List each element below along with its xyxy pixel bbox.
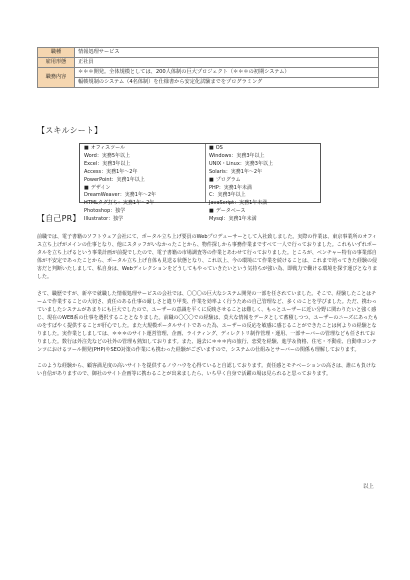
- job-summary-table: [37, 47, 379, 88]
- job-label: 職種: [38, 48, 75, 58]
- skill-category: ■ プログラム: [209, 177, 319, 185]
- skill-sheet-box: [79, 143, 321, 223]
- table-row: [38, 68, 379, 78]
- table-row: [38, 78, 379, 88]
- skill-column-right: [209, 145, 319, 224]
- self-pr-heading: 【自己PR】: [37, 214, 81, 223]
- skill-item: JavaScript：実務1年未満: [209, 200, 268, 207]
- skill-item: Illustrator：独学: [84, 216, 124, 223]
- table-row: [38, 48, 379, 58]
- pr-paragraph: さて、職歴ですが、新卒で就職した情報処理サービスの会社では、〇〇〇の巨大なシステム開発の一部を任されていました。そこで、経験したことはチームで作業することの大切さ、責任のある仕事の厳しさと遣り甲斐、作業を効率よく行うための自己管理など、多くのことを学びました。ただ、携わっていましたシステムがあまりにも巨大でしたので、ユーザーの意識を平くに反映させることは難しく、もっとユーザーに近い分野に関わりたいと強く感じ、現在のWEB系の仕事を選択することとなりました。前職の〇〇〇での経験は、莫大な情報をデータとして蓄積しつつ、ユーザーのニーズにあったものをすばやく提供することが肝心でした。また大規模ポータルサイトであった為、ユーザーの反応を敏感に感じることができたことは何よりの経験となりました。実作業としましては、＊＊＊のサイト運営管理、企画、ライティング、ディレクトリ制作管理・運用、一部サーバーの管理なども任されておりました。数行は外注先などの社外の管理も熟知しております。また、過去に＊＊＊内の旅行、恋愛を経験、進学＆資格、住宅・不動産、自動車コンテンツにおけるツール開発(PHP)やSEO対策の作業にも携わった経験がございますので、システムの仕組みとサーバーの関係も理解しております。: [37, 290, 379, 354]
- skill-item: UNIX・Linux：実務3年以上: [209, 160, 273, 167]
- skill-category: ■ デザイン: [84, 185, 206, 193]
- job-label: 職務内容: [38, 68, 75, 88]
- skill-item: Excel：実務3年以上: [84, 160, 131, 167]
- skill-category: ■ データベース: [209, 208, 319, 216]
- skill-item: Access：実務1年～2年: [84, 168, 138, 175]
- skill-item: PHP：実務1年未満: [209, 184, 252, 191]
- skill-column-left: [84, 145, 206, 224]
- skill-item: DreamWeaver：実務1年～2年: [84, 192, 157, 199]
- self-pr-body: [37, 233, 379, 387]
- skill-item: HTMLタグ打ち：実務1年～2年: [84, 200, 155, 207]
- job-value: 情報処理サービス: [75, 48, 379, 58]
- skill-category: ■ オフィスツール: [84, 145, 206, 153]
- skill-item: Windows：実務3年以上: [209, 152, 265, 159]
- skill-item: PowerPoint：実務1年以上: [84, 176, 145, 183]
- skill-item: Solaris：実務1年～2年: [209, 168, 263, 175]
- job-value: 正社員: [75, 58, 379, 68]
- pr-paragraph: 前職では、電子書籍のソフトウェア会社にて、ポータル立ち上げ要員のWebプロデューサーとして入社致しました。実際の作業は、東京事業所のオフィス立ち上げがメインの仕事となり、他にスタッフがいなかったことから、物件探しから事務作業まですべて一人で行っておりました。これもいずれポータルを立ち上げるという事業計画が前提でしたので、電子書籍の市場調査等の作業とあわせて行っておりました。ところが、ベンチャー特有の事業部自体が不安定であったことから、ポータル立ち上げ自体も見送る状態となり、これ以上、今の環境にて作業を続けることは、これまで培ってきた経験の侵害だと判断いたしまして、私自身は、Webディレクションをどうしてもやっていきたいという気持ちが強い為、即戦力で働ける環境を探す運びとなりました。: [37, 234, 378, 281]
- skill-category: ■ OS: [209, 145, 319, 153]
- skill-item: Photoshop：独学: [84, 208, 126, 215]
- skill-item: Word：実務5年以上: [84, 152, 131, 159]
- skill-item: C：実務3年以上: [209, 192, 246, 199]
- job-value: 輻輳規制のシステム（4名体制）を仕様書から安定化試験までをプログラミング: [75, 78, 379, 88]
- job-label: 雇用形態: [38, 58, 75, 68]
- table-row: [38, 58, 379, 68]
- pr-paragraph: このような経験から、顧客満足度の高いサイトを提供するノウハウを心得ていると自認しております。責任感とモチベーションの高さは、誰にも負けない自信がありますので、御社のサイト企画等に携わることが出来ましたら、いち早く自身で活躍の場は見られると思っております。: [37, 363, 377, 378]
- signoff: 以上: [363, 484, 374, 490]
- job-value: ＊＊＊開発。全体規模としては、200人体制の巨大プロジェクト（＊＊＊の初期システム）: [75, 68, 379, 78]
- skill-heading: 【スキルシート】: [37, 126, 103, 135]
- skill-item: Mysql：実務1年未満: [209, 216, 257, 223]
